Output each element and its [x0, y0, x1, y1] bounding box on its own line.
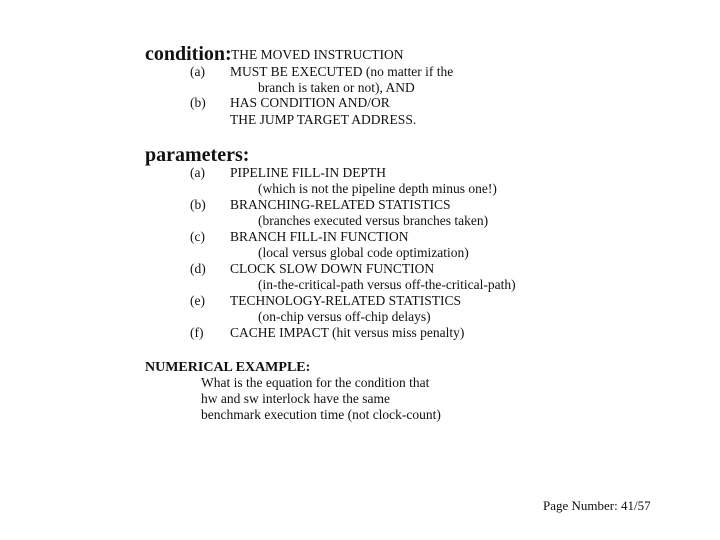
example-heading: NUMERICAL EXAMPLE: [145, 360, 311, 375]
condition-b-letter: (b) [190, 95, 206, 110]
parameters-heading: parameters: [145, 144, 250, 166]
parameter-note: (on-chip versus off-chip delays) [258, 309, 431, 324]
parameter-title: TECHNOLOGY-RELATED STATISTICS [230, 293, 462, 308]
parameter-letter: (e) [190, 293, 205, 308]
condition-b-text: HAS CONDITION AND/OR [230, 95, 390, 110]
parameter-note: (in-the-critical-path versus off-the-critical-path) [258, 277, 516, 292]
parameter-letter: (d) [190, 261, 206, 276]
parameter-title: CACHE IMPACT (hit versus miss penalty) [230, 325, 465, 340]
condition-title: THE MOVED INSTRUCTION [231, 47, 404, 62]
parameter-letter: (c) [190, 229, 205, 244]
condition-a-letter: (a) [190, 64, 205, 79]
parameter-title: PIPELINE FILL-IN DEPTH [230, 165, 386, 180]
example-line: hw and sw interlock have the same [201, 391, 390, 406]
parameter-letter: (b) [190, 197, 206, 212]
parameter-title: BRANCH FILL-IN FUNCTION [230, 229, 409, 244]
parameter-note: (local versus global code optimization) [258, 245, 469, 260]
parameter-note: (which is not the pipeline depth minus one!) [258, 181, 497, 196]
example-line: benchmark execution time (not clock-count) [201, 407, 441, 422]
condition-heading: condition: [145, 43, 232, 65]
parameter-letter: (f) [190, 325, 204, 340]
parameter-letter: (a) [190, 165, 205, 180]
condition-a-text2: branch is taken or not), AND [258, 80, 415, 95]
condition-b-text2: THE JUMP TARGET ADDRESS. [230, 112, 417, 127]
parameter-note: (branches executed versus branches taken) [258, 213, 489, 228]
parameter-title: BRANCHING-RELATED STATISTICS [230, 197, 451, 212]
parameter-title: CLOCK SLOW DOWN FUNCTION [230, 261, 435, 276]
condition-a-text: MUST BE EXECUTED (no matter if the [230, 64, 454, 79]
example-line: What is the equation for the condition that [201, 375, 430, 390]
page-number: Page Number: 41/57 [543, 498, 651, 513]
